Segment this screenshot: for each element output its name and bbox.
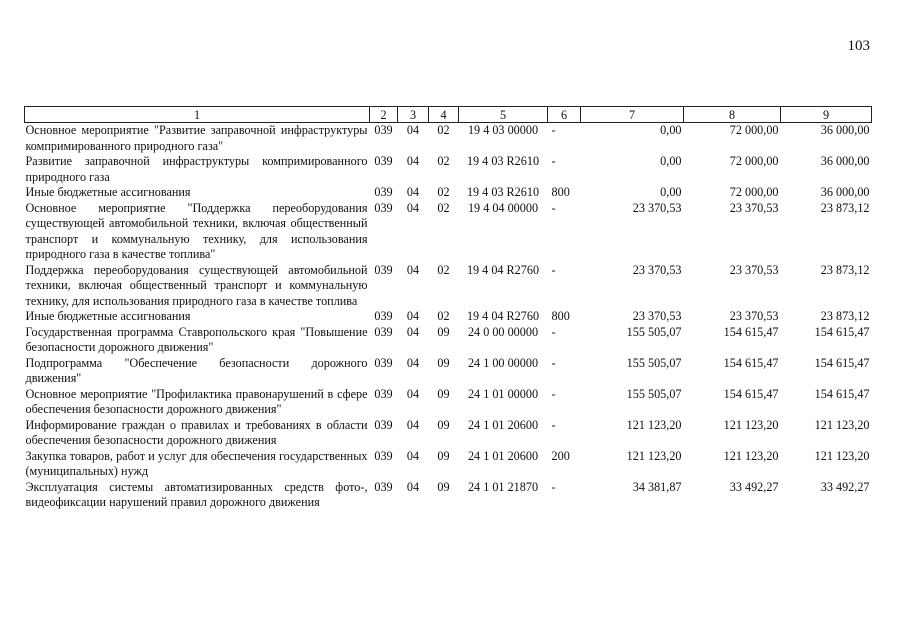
row-name-cell: Иные бюджетные ассигнования [25, 309, 191, 323]
gr-code-cell: 039 [374, 200, 393, 215]
row-name-cell: Иные бюджетные ассигнования [25, 185, 191, 199]
row-name-cell: Основное мероприятие "Профилактика правонарушений в сфере обеспечения безопасности дорожного движения" [25, 386, 368, 416]
row-name-cell: Развитие заправочной инфраструктуры компримированного природного газа [25, 154, 368, 184]
column-header: 5 [459, 107, 548, 123]
vr-code-cell: 800 [551, 309, 570, 323]
rz-code-cell: 04 [406, 448, 420, 463]
amount-col8-cell: 23 370,53 [729, 309, 779, 323]
gr-code-cell: 039 [374, 123, 393, 137]
table-row [25, 154, 872, 185]
amount-col8-cell: 121 123,20 [723, 417, 779, 432]
rz-code-cell: 04 [406, 386, 420, 401]
pr-code-cell: 02 [437, 123, 450, 137]
pr-code-cell: 09 [437, 479, 450, 494]
amount-col9-cell: 154 615,47 [814, 386, 870, 401]
amount-col8-cell: 72 000,00 [729, 154, 779, 168]
amount-col8-cell: 121 123,20 [723, 448, 779, 463]
amount-col9-cell: 36 000,00 [820, 154, 870, 168]
row-name-cell: Закупка товаров, работ и услуг для обеспечения государственных (муниципальных) нужд [25, 448, 368, 478]
vr-code-cell: - [551, 417, 556, 432]
amount-col9-cell: 23 873,12 [820, 262, 870, 277]
amount-col9-cell: 23 873,12 [820, 309, 870, 323]
amount-col9-cell: 121 123,20 [814, 417, 870, 432]
rz-code-cell: 04 [406, 185, 420, 199]
row-name-cell: Эксплуатация системы автоматизированных средств фото-, видеофиксации нарушений правил дорожного движения [25, 479, 368, 509]
table-row [25, 356, 872, 387]
rz-code-cell: 04 [406, 262, 420, 277]
amount-col8-cell: 154 615,47 [723, 386, 779, 401]
csr-code-cell: 24 1 01 20600 [467, 448, 539, 463]
gr-code-cell: 039 [374, 185, 393, 199]
amount-col7-cell: 23 370,53 [632, 309, 682, 323]
csr-code-cell: 19 4 03 00000 [467, 123, 539, 137]
amount-col7-cell: 121 123,20 [626, 417, 682, 432]
gr-code-cell: 039 [374, 479, 393, 494]
amount-col8-cell: 72 000,00 [729, 185, 779, 199]
gr-code-cell: 039 [374, 417, 393, 432]
table-row [25, 123, 872, 155]
pr-code-cell: 09 [437, 324, 450, 339]
csr-code-cell: 24 1 01 20600 [467, 417, 539, 432]
rz-code-cell: 04 [406, 417, 420, 432]
amount-col8-cell: 154 615,47 [723, 355, 779, 370]
csr-code-cell: 24 1 00 00000 [467, 355, 539, 370]
table-body [25, 123, 872, 511]
pr-code-cell: 02 [437, 154, 450, 168]
vr-code-cell: - [551, 324, 556, 339]
csr-code-cell: 19 4 03 R2610 [466, 185, 540, 199]
amount-col8-cell: 23 370,53 [729, 200, 779, 215]
amount-col7-cell: 155 505,07 [626, 324, 682, 339]
table-row [25, 185, 872, 201]
gr-code-cell: 039 [374, 324, 393, 339]
vr-code-cell: - [551, 386, 556, 401]
column-header: 8 [684, 107, 781, 123]
header-row [25, 107, 872, 123]
csr-code-cell: 19 4 04 00000 [467, 200, 539, 215]
column-header: 6 [548, 107, 581, 123]
gr-code-cell: 039 [374, 448, 393, 463]
pr-code-cell: 09 [437, 417, 450, 432]
gr-code-cell: 039 [374, 309, 393, 323]
page-number: 103 [847, 38, 870, 54]
amount-col8-cell: 23 370,53 [729, 262, 779, 277]
rz-code-cell: 04 [406, 324, 420, 339]
pr-code-cell: 09 [437, 386, 450, 401]
vr-code-cell: - [551, 200, 556, 215]
csr-code-cell: 19 4 04 R2760 [466, 262, 540, 277]
column-header: 9 [781, 107, 872, 123]
vr-code-cell: - [551, 262, 556, 277]
csr-code-cell: 24 1 01 00000 [467, 386, 539, 401]
pr-code-cell: 09 [437, 448, 450, 463]
gr-code-cell: 039 [374, 355, 393, 370]
vr-code-cell: 200 [551, 448, 570, 463]
table-row [25, 449, 872, 480]
column-header: 2 [370, 107, 398, 123]
table-row [25, 263, 872, 310]
gr-code-cell: 039 [374, 154, 393, 168]
amount-col9-cell: 23 873,12 [820, 200, 870, 215]
rz-code-cell: 04 [406, 200, 420, 215]
amount-col7-cell: 155 505,07 [626, 386, 682, 401]
pr-code-cell: 02 [437, 309, 450, 323]
amount-col7-cell: 121 123,20 [626, 448, 682, 463]
amount-col7-cell: 0,00 [660, 123, 682, 137]
row-name-cell: Государственная программа Ставропольского края "Повышение безопасности дорожного движения" [25, 324, 368, 354]
table-row [25, 387, 872, 418]
amount-col9-cell: 36 000,00 [820, 123, 870, 137]
amount-col8-cell: 154 615,47 [723, 324, 779, 339]
pr-code-cell: 02 [437, 200, 450, 215]
rz-code-cell: 04 [406, 154, 420, 168]
rz-code-cell: 04 [406, 309, 420, 323]
amount-col9-cell: 33 492,27 [820, 479, 870, 494]
amount-col9-cell: 154 615,47 [814, 355, 870, 370]
vr-code-cell: - [551, 123, 556, 137]
row-name-cell: Информирование граждан о правилах и требованиях в области обеспечения безопасности дорожного движения [25, 417, 368, 447]
amount-col8-cell: 33 492,27 [729, 479, 779, 494]
amount-col7-cell: 23 370,53 [632, 200, 682, 215]
csr-code-cell: 19 4 03 R2610 [466, 154, 540, 168]
row-name-cell: Поддержка переоборудования существующей автомобильной техники, включая общественный транспорт и коммунальную технику, для использования природного газа в качестве топлива [25, 262, 368, 308]
vr-code-cell: - [551, 355, 556, 370]
row-name-cell: Основное мероприятие "Поддержка переоборудования существующей автомобильной техники, включая общественный транспорт и коммунальную технику, для использования природного газа в качестве топлива" [25, 200, 368, 261]
amount-col9-cell: 154 615,47 [814, 324, 870, 339]
rz-code-cell: 04 [406, 123, 420, 137]
table-row [25, 309, 872, 325]
gr-code-cell: 039 [374, 262, 393, 277]
csr-code-cell: 24 0 00 00000 [467, 324, 539, 339]
column-header: 4 [429, 107, 459, 123]
amount-col8-cell: 72 000,00 [729, 123, 779, 137]
gr-code-cell: 039 [374, 386, 393, 401]
csr-code-cell: 19 4 04 R2760 [466, 309, 540, 323]
amount-col9-cell: 121 123,20 [814, 448, 870, 463]
table-row [25, 480, 872, 511]
vr-code-cell: - [551, 479, 556, 494]
column-header: 1 [25, 107, 370, 123]
amount-col9-cell: 36 000,00 [820, 185, 870, 199]
vr-code-cell: 800 [551, 185, 570, 199]
rz-code-cell: 04 [406, 479, 420, 494]
budget-table [24, 106, 872, 511]
column-header: 7 [581, 107, 684, 123]
table-row [25, 201, 872, 263]
table-row [25, 325, 872, 356]
amount-col7-cell: 34 381,87 [632, 479, 682, 494]
vr-code-cell: - [551, 154, 556, 168]
row-name-cell: Основное мероприятие "Развитие заправочной инфраструктуры компримированного природного газа" [25, 123, 368, 153]
table-row [25, 418, 872, 449]
pr-code-cell: 09 [437, 355, 450, 370]
column-header: 3 [398, 107, 429, 123]
amount-col7-cell: 23 370,53 [632, 262, 682, 277]
pr-code-cell: 02 [437, 185, 450, 199]
amount-col7-cell: 0,00 [660, 185, 682, 199]
rz-code-cell: 04 [406, 355, 420, 370]
amount-col7-cell: 155 505,07 [626, 355, 682, 370]
row-name-cell: Подпрограмма "Обеспечение безопасности дорожного движения" [25, 355, 368, 385]
pr-code-cell: 02 [437, 262, 450, 277]
amount-col7-cell: 0,00 [660, 154, 682, 168]
csr-code-cell: 24 1 01 21870 [467, 479, 539, 494]
